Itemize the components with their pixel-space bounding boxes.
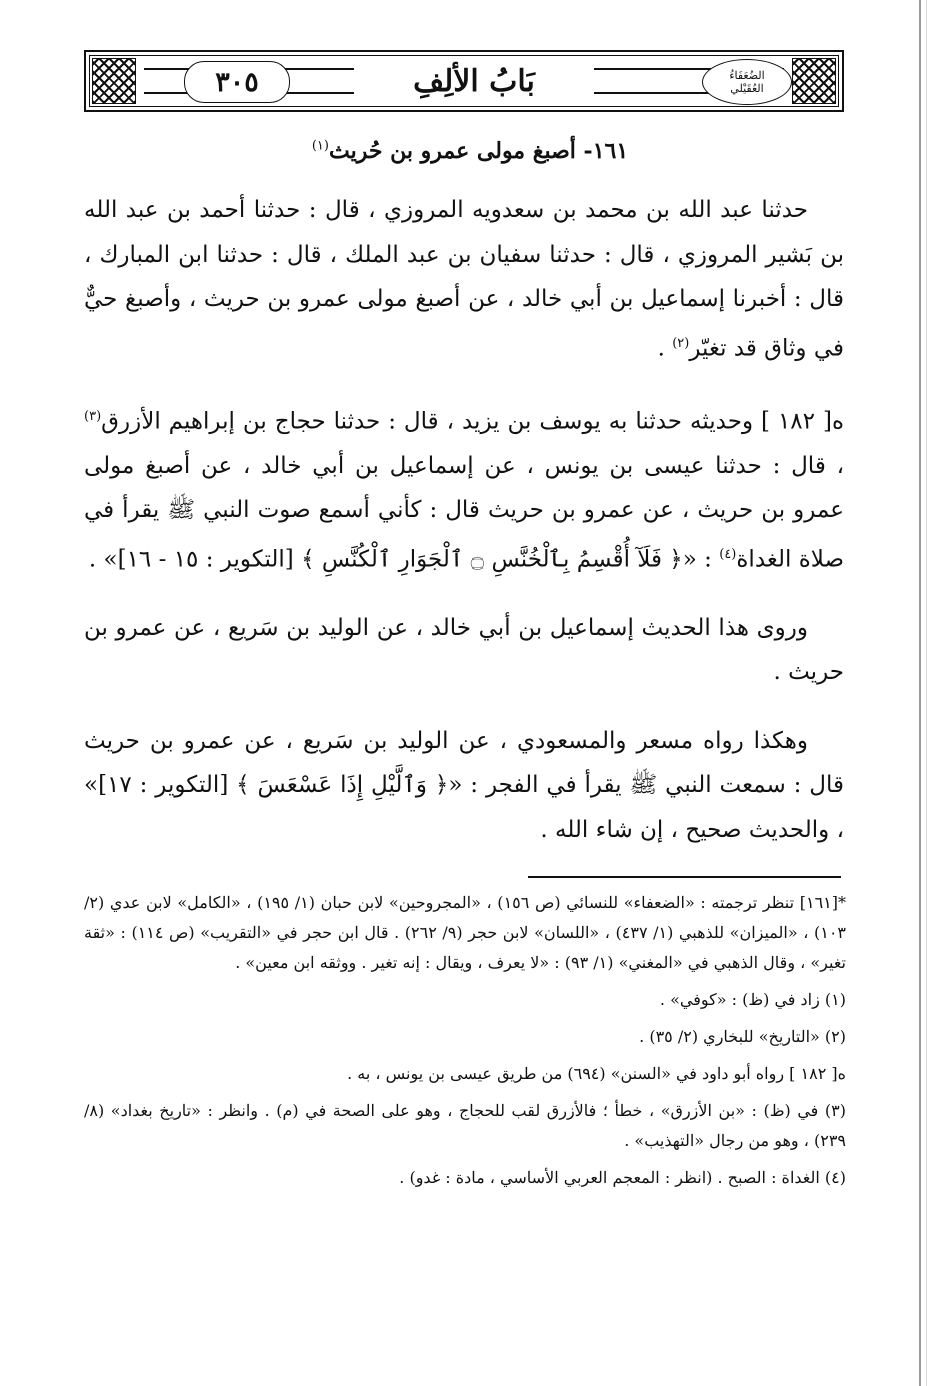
entry-title-note: (١)	[311, 138, 329, 154]
p2-text: ه[ ١٨٢ ] وحديثه حدثنا به يوسف بن يزيد ، قال : حدثنا حجاج بن إبراهيم الأزرق	[101, 408, 844, 435]
page-edge-shadow	[926, 0, 927, 1386]
main-text	[84, 188, 844, 876]
p1-end: .	[657, 335, 673, 362]
entry-title	[140, 138, 800, 164]
page-header	[84, 50, 844, 112]
paragraph-4: وهكذا رواه مسعر والمسعودي ، عن الوليد بن سَريع ، عن عمرو بن حريث قال : سمعت النبي ﷺ يقرأ في الفجر : «﴿ وَٱلَّيْلِ إِذَا عَسْعَسَ ﴾ [التكوير : ١٧]» ، والحديث صحيح ، إن شاء الله .	[84, 727, 844, 843]
entry-title-text: ١٦١- أصبغ مولى عمرو بن حُريث	[328, 138, 629, 164]
footnote-182: ه[ ١٨٢ ] رواه أبو داود في «السنن» (٦٩٤) من طريق عيسى بن يونس ، به .	[347, 1064, 846, 1083]
p2-note-2: (٤)	[719, 546, 737, 562]
footnote-161: *[١٦١] تنظر ترجمته : «الضعفاء» للنسائي (ص ١٥٦) ، «المجروحين» لابن حبان (١/ ١٩٥) ، «الكامل» لابن عدي (٢/ ١٠٣) ، «الميزان» للذهبي (١/ ٤٣٧) ، «اللسان» لابن حجر (٩/ ٢٦٢) . قال ابن حجر في «التقريب» (ص ١١٤) : «ثقة تغير» ، وقال الذهبي في «المغني» (١/ ٩٣) : «لا يعرف ، ويقال : إنه تغير . ووثقه ابن معين» .	[84, 893, 846, 972]
paragraph-3: وروى هذا الحديث إسماعيل بن أبي خالد ، عن الوليد بن سَريع ، عن عمرو بن حريث .	[84, 614, 844, 686]
footnote-divider	[528, 876, 841, 878]
p2-end: : «﴿ فَلَآ أُقْسِمُ بِٱلْخُنَّسِ ۝ ٱلْجَوَارِ ٱلْكُنَّسِ ﴾ [التكوير : ١٥ - ١٦]» .	[88, 546, 720, 573]
ornament-left-icon	[92, 58, 136, 104]
footnotes	[84, 888, 846, 1200]
p2-note-1: (٣)	[84, 408, 102, 424]
emblem-line-2: العُقَيْلي	[730, 82, 764, 95]
footnote-3: (٣) في (ظ) : «بن الأزرق» ، خطأ ؛ فالأزرق لقب للحجاج ، وهو على الصحة في (م) . وانظر : «تاريخ بغداد» (٨/ ٢٣٩) ، وهو من رجال «التهذيب» .	[84, 1101, 846, 1150]
footnote-1: (١) زاد في (ظ) : «كوفي» .	[659, 990, 846, 1009]
p1-note: (٢)	[672, 335, 690, 351]
page-number: ٣٠٥	[184, 61, 290, 103]
footnote-4: (٤) الغداة : الصبح . (انظر : المعجم العربي الأساسي ، مادة : غدو) .	[399, 1168, 846, 1187]
page-edge-line	[919, 0, 921, 1386]
paragraph-2	[84, 395, 844, 582]
footnote-2: (٢) «التاريخ» للبخاري (٢/ ٣٥) .	[639, 1027, 846, 1046]
paragraph-1	[84, 188, 844, 371]
emblem-line-1: الضُعَفَاءُ	[729, 69, 765, 82]
chapter-title: بَابُ الألِفِ	[354, 60, 594, 102]
ornament-right-icon	[792, 58, 836, 104]
p1-text: حدثنا عبد الله بن محمد بن سعدويه المروزي ، قال : حدثنا أحمد بن عبد الله بن بَشير المروزي ، قال : حدثنا سفيان بن عبد الملك ، قال : حدثنا ابن المبارك ، قال : أخبرنا إسماعيل بن أبي خالد ، عن أصبغ مولى عمرو بن حريث ، وأصبغ حيٌّ في وثاق قد تغيّر	[84, 197, 844, 362]
book-emblem	[702, 59, 792, 105]
p2-mid: ، قال : حدثنا عيسى بن يونس ، عن إسماعيل بن أبي خالد ، عن أصبغ مولى عمرو بن حريث ، عن عمرو بن حريث قال : كأني أسمع صوت النبي ﷺ يقرأ في صلاة الغداة	[84, 452, 844, 573]
